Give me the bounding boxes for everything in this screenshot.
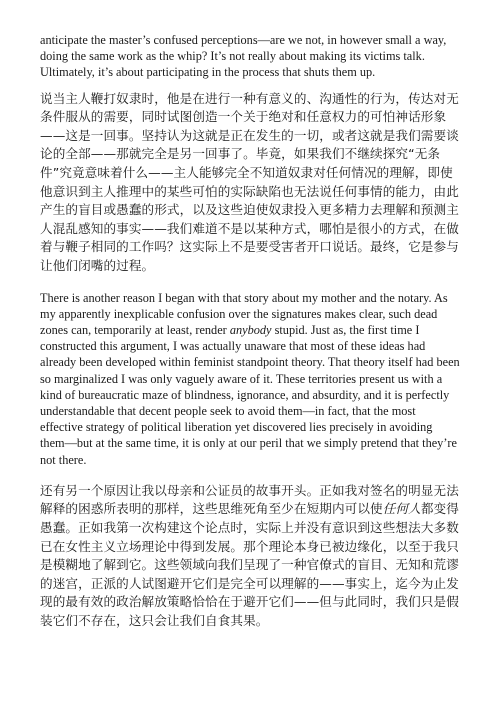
paragraph-text: There is another reason I began with that story about my mother and the notary. As my apparently inexplicable confusion over the signatures makes clear, such dead zones can, temporarily at least, render: [40, 290, 448, 337]
emphasis-anybody: anybody: [229, 322, 272, 337]
paragraph-text: 说当主人鞭打奴隶时，他是在进行一种有意义的、沟通性的行为，传达对无条件服从的需要，同时试图创造一个关于绝对和任意权力的可怕神话形象——这是一回事。坚持认为这就是正在发生的一切，或者这就是我们需要谈论的全部——那就完全是另一回事了。毕竟，如果我们不继续探究“无条件”究竟意味着什么——主人能够完全不知道奴隶对任何情况的理解，即使他意识到主人推理中的某些可怕的实际缺陷也无法说任何事情的能力，由此产生的盲目或愚蠢的形式，以及这些迫使奴隶投入更多精力去理解和预测主人混乱感知的事实——我们难道不是以某种方式，哪怕是很小的方式，在做着与鞭子相同的工作吗？这实际上不是要受害者开口说话。最终，它是参与让他们闭嘴的过程。: [40, 90, 459, 273]
paragraph-zh-1: [40, 90, 460, 276]
paragraph-text: 都变得愚蠢。正如我第一次构建这个论点时，实际上并没有意识到这些想法大多数已在女性主义立场理论中得到发展。那个理论本身已被边缘化，以至于我只是模糊地了解到它。这些领域向我们呈现了一种官僚式的盲目、无知和荒谬的迷宫，正派的人试图避开它们是完全可以理解的——事实上，迄今为止发现的最有效的政治解放策略恰恰在于避开它们——但与此同时，我们只是假装它们不存在，这只会让我们自食其果。: [40, 501, 459, 628]
emphasis-anyone: 任何人: [382, 501, 421, 517]
paragraph-text: 还有另一个原因让我以母亲和公证员的故事开头。正如我对签名的明显无法解释的困惑所表明的那样，这些思维死角至少在短期内可以使: [40, 482, 459, 517]
paragraph-en-2: [40, 290, 460, 468]
paragraph-text: anticipate the master’s confused perceptions—are we not, in however small a way, doing the same work as the whip? It’s not really about making its victims talk. Ultimately, it’s about participating in the process that shuts them up.: [40, 33, 447, 80]
paragraph-zh-2: [40, 482, 460, 631]
paragraph-text: stupid. Just as, the first time I constructed this argument, I was actually unaware that most of these ideas had already been developed within feminist standpoint theory. That theory itself had been so marginalized I was only vaguely aware of it. These territories present us with a kind of bureaucratic maze of blindness, ignorance, and absurdity, and it is perfectly understandable that decent people seek to avoid them—in fact, that the most effective strategy of political liberation yet discovered lies precisely in avoiding them—but at the same time, it is only at our peril that we simply pretend that they’re not there.: [40, 322, 460, 467]
paragraph-en-1: [40, 32, 460, 81]
